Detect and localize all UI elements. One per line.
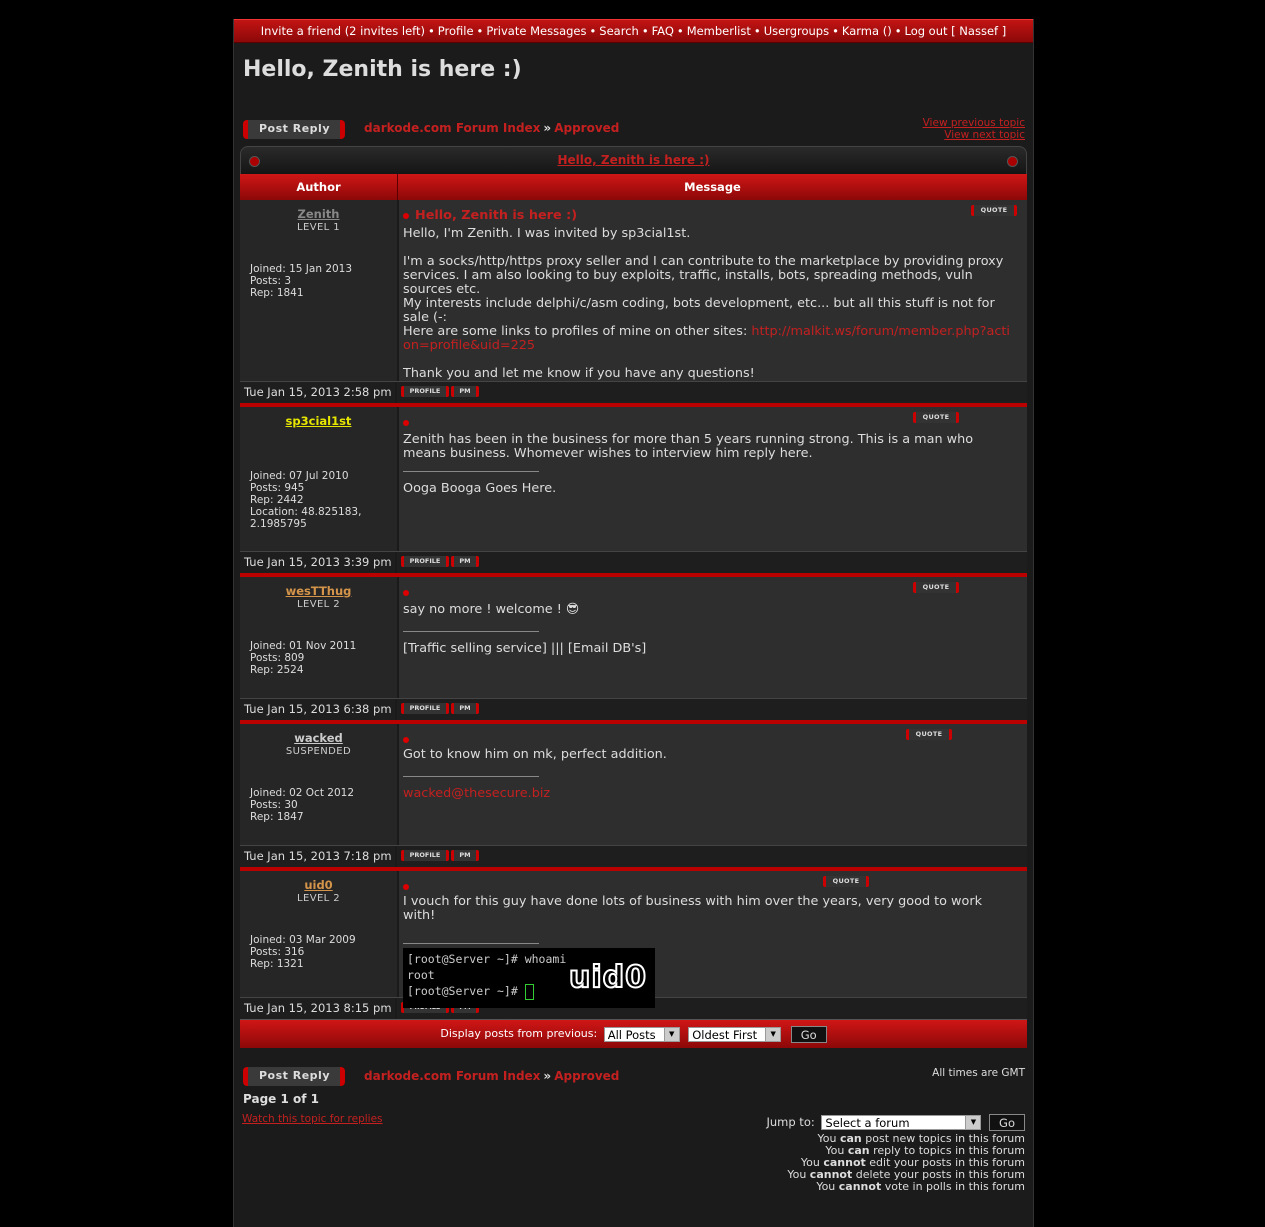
post-author-cell — [240, 724, 399, 845]
next-topic-link[interactable]: View next topic — [944, 129, 1025, 141]
post-footer — [240, 698, 1027, 720]
quote-button[interactable]: QUOTE — [971, 205, 1017, 216]
forum-permissions: You can post new topics in this forum You can reply to topics in this forum You cannot edit your posts in this forum You cannot delete your posts in this forum You cannot vote in polls in this forum — [787, 1132, 1025, 1193]
page-info: Page 1 of 1 — [243, 1092, 319, 1106]
topic-table — [240, 146, 1027, 1048]
post-date: Tue Jan 15, 2013 7:18 pm — [240, 846, 397, 867]
post-row — [240, 720, 1027, 867]
profile-button[interactable]: PROFILE — [401, 850, 449, 861]
author-rank: LEVEL 2 — [297, 599, 340, 610]
author-name-link[interactable]: wacked — [294, 731, 343, 745]
post-row — [240, 867, 1027, 1019]
author-name-link[interactable]: uid0 — [304, 878, 333, 892]
topic-navigation — [923, 117, 1025, 141]
post-footer — [240, 381, 1027, 403]
post-author-cell — [240, 577, 399, 698]
author-name-link[interactable]: wesTThug — [285, 584, 352, 598]
previous-topic-link[interactable]: View previous topic — [922, 117, 1025, 129]
breadcrumb-bottom: darkode.com Forum Index » Approved — [364, 1069, 620, 1083]
post-message: QUOTE Got to know him on mk, perfect addition. wacked@thesecure.biz — [399, 724, 1027, 845]
pm-button[interactable]: PM — [451, 703, 479, 714]
profile-button[interactable]: PROFILE — [401, 556, 449, 567]
author-name-link[interactable]: Zenith — [297, 207, 340, 221]
jump-forum-select[interactable]: Select a forum ▼ — [821, 1115, 981, 1130]
quote-button[interactable]: QUOTE — [906, 729, 952, 740]
nav-memberlist-link[interactable]: Memberlist — [686, 24, 751, 38]
timezone-note: All times are GMT — [932, 1067, 1025, 1079]
breadcrumb-forum-index[interactable]: darkode.com Forum Index — [364, 1069, 541, 1083]
post-bullet-icon — [403, 737, 409, 743]
display-posts-label: Display posts from previous: — [440, 1027, 598, 1040]
pm-button[interactable]: PM — [451, 556, 479, 567]
post-date: Tue Jan 15, 2013 2:58 pm — [240, 382, 397, 403]
nav-invite-link[interactable]: Invite a friend (2 invites left) — [260, 24, 425, 38]
nav-logout-link[interactable]: Log out [ Nassef ] — [904, 24, 1007, 38]
signature-divider — [403, 776, 539, 777]
profile-external-link[interactable]: http://malkit.ws/forum/member.php?action=profile&uid=225 — [403, 324, 1010, 353]
signature-divider — [403, 631, 539, 632]
post-footer — [240, 845, 1027, 867]
quote-button[interactable]: QUOTE — [913, 582, 959, 593]
profile-button[interactable]: PROFILE — [401, 386, 449, 397]
left-dot-icon — [249, 156, 260, 167]
breadcrumb: darkode.com Forum Index » Approved — [364, 121, 620, 135]
chevron-down-icon: ▼ — [765, 1028, 780, 1041]
author-info: Joined: 01 Nov 2011 Posts: 809 Rep: 2524 — [250, 640, 357, 676]
nav-karma-link[interactable]: Karma () — [841, 24, 892, 38]
sort-order-select[interactable]: Oldest First ▼ — [688, 1027, 781, 1042]
author-name-link[interactable]: sp3cial1st — [285, 414, 352, 428]
signature: [Traffic selling service] ||| [Email DB's] — [403, 641, 647, 656]
post-message: QUOTE say no more ! welcome ! 😎 [Traffic selling service] ||| [Email DB's] — [399, 577, 1027, 698]
author-info: Joined: 02 Oct 2012 Posts: 30 Rep: 1847 — [250, 787, 355, 823]
watch-topic-link[interactable]: Watch this topic for replies — [242, 1113, 383, 1125]
post-message: QUOTE Zenith has been in the business for more than 5 years running strong. This is a man who means business. Whomever wishes to interview him reply here. Ooga Booga Goes Here. — [399, 407, 1027, 551]
post-author-cell — [240, 407, 399, 551]
author-rank: SUSPENDED — [285, 746, 352, 757]
post-author-cell — [240, 871, 399, 997]
uid0-logo: uid0 — [569, 960, 647, 995]
signature-divider — [403, 471, 539, 472]
author-info: Joined: 03 Mar 2009 Posts: 316 Rep: 1321 — [250, 934, 356, 970]
post-date: Tue Jan 15, 2013 6:38 pm — [240, 699, 397, 720]
post-row — [240, 573, 1027, 720]
post-bullet-icon — [403, 420, 409, 426]
nav-faq-link[interactable]: FAQ — [651, 24, 674, 38]
page-title: Hello, Zenith is here :) — [243, 57, 522, 82]
post-author-cell — [240, 200, 399, 381]
pm-button[interactable]: PM — [451, 850, 479, 861]
posts-period-select[interactable]: All Posts ▼ — [604, 1027, 680, 1042]
message-column-header: Message — [684, 180, 741, 194]
post-date: Tue Jan 15, 2013 8:15 pm — [240, 998, 397, 1019]
quote-button[interactable]: QUOTE — [913, 412, 959, 423]
author-info: Joined: 15 Jan 2013 Posts: 3 Rep: 1841 — [250, 263, 353, 299]
post-date: Tue Jan 15, 2013 3:39 pm — [240, 552, 397, 573]
jump-to-form — [766, 1114, 1025, 1131]
nav-search-link[interactable]: Search — [599, 24, 639, 38]
breadcrumb-forum[interactable]: Approved — [554, 121, 620, 135]
pm-button[interactable]: PM — [451, 386, 479, 397]
right-dot-icon — [1007, 156, 1018, 167]
top-navigation: Invite a friend (2 invites left) • Profile • Private Messages • Search • FAQ • Memberlist • Usergroups • Karma () • Log out [ Nassef ] — [234, 19, 1033, 43]
author-info: Joined: 07 Jul 2010 Posts: 945 Rep: 2442 Location: 48.825183, 2.1985795 — [250, 470, 362, 530]
nav-private-messages-link[interactable]: Private Messages — [486, 24, 587, 38]
nav-usergroups-link[interactable]: Usergroups — [763, 24, 830, 38]
jump-go-button[interactable]: Go — [989, 1114, 1025, 1131]
topic-title-bar — [240, 146, 1027, 174]
signature-divider — [403, 943, 539, 944]
post-row — [240, 403, 1027, 573]
chevron-down-icon: ▼ — [664, 1028, 679, 1041]
post-reply-button[interactable]: Post Reply — [243, 120, 345, 139]
profile-button[interactable]: PROFILE — [401, 703, 449, 714]
jump-to-label: Jump to: — [766, 1115, 815, 1129]
terminal-cursor-icon — [525, 984, 534, 1000]
post-message: QUOTE I vouch for this guy have done lots of business with him over the years, very good to work with! [root@Server ~]# whoami root [root@Server ~]# uid0 — [399, 871, 1027, 997]
post-reply-button-bottom[interactable]: Post Reply — [243, 1067, 345, 1086]
nav-profile-link[interactable]: Profile — [437, 24, 474, 38]
breadcrumb-forum[interactable]: Approved — [554, 1069, 620, 1083]
signature: Ooga Booga Goes Here. — [403, 481, 557, 496]
table-header — [240, 174, 1027, 200]
author-column-header: Author — [240, 174, 398, 200]
author-rank: LEVEL 1 — [297, 222, 340, 233]
post-bullet-icon — [403, 590, 409, 596]
page-container — [233, 19, 1034, 1227]
quote-button[interactable]: QUOTE — [823, 876, 869, 887]
post-bullet-icon — [403, 213, 409, 219]
author-rank: LEVEL 2 — [297, 893, 340, 904]
post-row — [240, 200, 1027, 403]
display-options-bar — [240, 1019, 1027, 1048]
signature-email-link[interactable]: wacked@thesecure.biz — [403, 786, 551, 801]
post-footer — [240, 551, 1027, 573]
signature-terminal-image: [root@Server ~]# whoami root [root@Server ~]# uid0 — [403, 948, 655, 1008]
post-bullet-icon — [403, 884, 409, 890]
chevron-down-icon: ▼ — [965, 1116, 980, 1129]
display-go-button[interactable]: Go — [791, 1026, 827, 1043]
post-message: QUOTE Hello, Zenith is here :) Hello, I'm Zenith. I was invited by sp3cial1st. I'm a socks/http/https proxy seller and I can contribute to the marketplace by providing proxy services. I am also looking to buy exploits, traffic, installs, bots, spreading methods, vuln sources etc. My interests include delphi/c/asm coding, bots development, etc... but all this stuff is not for sale (-: Here are some links to profiles of mine on other sites: http://malkit.ws/forum/member.php?action=profile&uid=225 Thank you and let me know if you have any questions! — [399, 200, 1027, 381]
topic-title-link[interactable]: Hello, Zenith is here :) — [557, 153, 710, 167]
post-subject: Hello, Zenith is here :) — [415, 208, 578, 223]
breadcrumb-forum-index[interactable]: darkode.com Forum Index — [364, 121, 541, 135]
